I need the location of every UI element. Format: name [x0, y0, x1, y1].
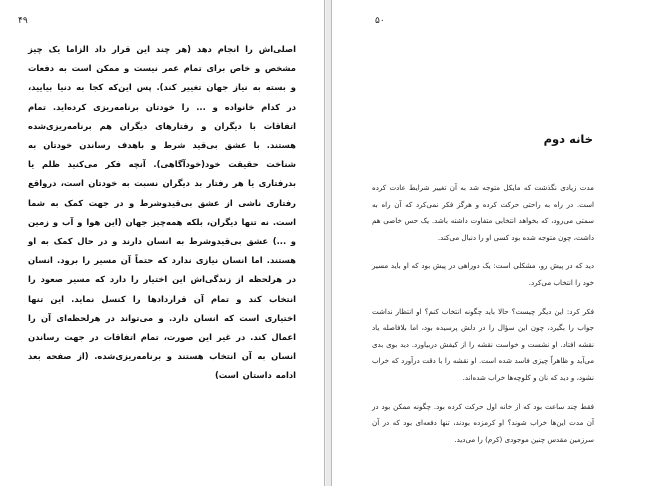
paragraph: اصلی‌اش را انجام دهد (هر چند این قرار داد الزاما یک چیز مشخص و خاص برای تمام عمر نیست و ممکن است به دفعات و بسته به نیاز جهان تغییر کند). پس این‌که کجا به دنیا بیایید، در کدام خانواده و ... را خودتان برنامه‌ریزی کرده‌اید. تمام اتفاقات با دیگران و رفتارهای دیگران هم برنامه‌ریزی‌شده هستند. با عشق بی‌قید شرط و باهدف رساندن خودتان به شناخت حقیقت خود(خودآگاهی). آنچه فکر می‌کنید ظلم یا بدرفتاری یا هر رفتار بد دیگران نسبت به خودتان است، درواقع رفتاری ناشی از عشق بی‌قیدوشرط و در جهت کمک به شما است. نه تنها دیگران، بلکه همه‌چیز جهان (این هوا و آب و زمین و ...) عشق بی‌قیدوشرط به انسان دارند و در حال کمک به او هستند. اما انسان نیازی ندارد که حتماً آن مسیر را برود. انسان در هرلحظه از زندگی‌اش این اختیار را دارد که مسیر صعود را انتخاب کند و تمام آن قراردادها را کنسل نماید. این تنها اختیاری است که انسان دارد. و می‌تواند در هرلحظه‌ای آن را اعمال کند. در غیر این صورت، تمام اتفاقات در جهت رساندن انسان به آن انتخاب هستند و برنامه‌ریزی‌شده. (از صفحه بعد ادامه داستان است)	[28, 44, 296, 381]
page-number-left: ۴۹	[18, 16, 28, 26]
left-page-text	[28, 40, 296, 386]
chapter-title: خانه دوم	[543, 132, 593, 146]
page-number-right: ۵۰	[375, 16, 385, 26]
paragraph: دید که در پیش رو، مشکلی است: یک دوراهی در پیش بود که او باید مسیر خود را انتخاب می‌کرد.	[372, 261, 594, 287]
paragraph: فکر کرد: این دیگر چیست؟ حالا باید چگونه انتخاب کنم؟ او انتظار نداشت جواب را بگیرد، چون این سؤال را در دلش پرسیده بود، اما بلافاصله یاد نقشه افتاد. او نشست و خواست نقشه را از کیفش دربیاورد. دید بوی بدی می‌آید و ظاهراً چیزی فاسد شده است. او نقشه را با دقت درآورد که خراب نشود، و دید که نان و کلوچه‌ها خراب شده‌اند.	[372, 306, 594, 382]
paragraph: مدت زیادی نگذشت که مایکل متوجه شد به آن تغییر شرایط عادت کرده است. در راه به راحتی حرکت کرده و هرگز فکر نمی‌کرد که آن راه به سمتی می‌رود، که بخواهد انتخابی متفاوت داشته باشد. یک حس خاصی هم داشت، چون متوجه شده بود کسی او را دنبال می‌کند.	[372, 183, 594, 242]
right-page-text	[372, 180, 594, 460]
right-page	[331, 0, 653, 486]
left-page	[0, 0, 325, 486]
paragraph: فقط چند ساعت بود که از خانه اول حرکت کرده بود. چگونه ممکن بود در آن مدت این‌ها خراب شوند؟ او کرمزده بودند، تنها دفعه‌ای بود که در آن سرزمین مقدس چنین موجودی (کرم) را می‌دید.	[372, 401, 594, 444]
